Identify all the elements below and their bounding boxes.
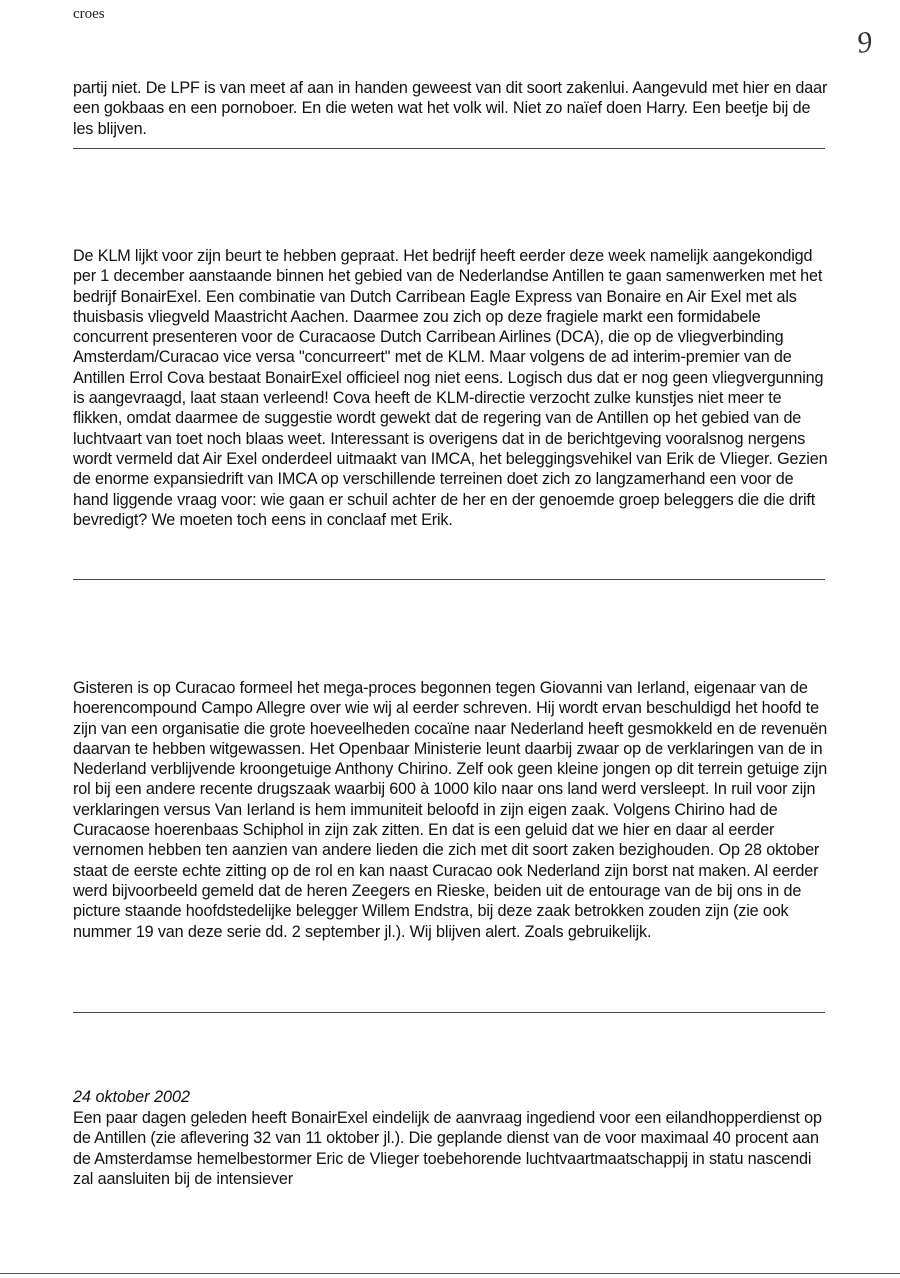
entry-date: 24 oktober 2002	[73, 1088, 191, 1106]
paragraph-proces: Gisteren is op Curacao formeel het mega-proces begonnen tegen Giovanni van Ierland, eigenaar van de hoerencompound Campo Allegre over wie wij al eerder schreven. Hij wordt ervan beschuldigd het hoofd te zijn van een organisatie die grote hoeveelheden cocaïne naar Nederland heeft gesmokkeld en de revenuën daarvan te hebben witgewassen. Het Openbaar Ministerie leunt daarbij zwaar op de verklaringen van de in Nederland verblijvende kroongetuige Anthony Chirino. Zelf ook geen kleine jongen op dit terrein getuige zijn rol bij een andere recente drugszaak waarbij 600 à 1000 kilo naar ons land werd versleept. In ruil voor zijn verklaringen versus Van Ierland is hem immuniteit beloofd in zijn eigen zaak. Volgens Chirino had de Curacaose hoerenbaas Schiphol in zijn zak zitten. En dat is een geluid dat we hier en daar al eerder vernomen hebben ten aanzien van andere lieden die zich met dit soort zaken bezighouden. Op 28 oktober staat de eerste echte zitting op de rol en kan naast Curacao ook Nederland zijn borst nat maken. Al eerder werd bijvoorbeeld gemeld dat de heren Zeegers en Rieske, beiden uit de entourage van de bij ons in de picture staande hoofdstedelijke belegger Willem Endstra, bij deze zaak betrokken zouden zijn (zie ook nummer 19 van deze serie dd. 2 september jl.). Wij blijven alert. Zoals gebruikelijk.	[73, 679, 828, 941]
section-divider	[73, 579, 825, 580]
page-bottom-edge	[0, 1273, 900, 1274]
handwritten-page-number: 9	[854, 25, 875, 60]
section-divider	[73, 1012, 825, 1013]
paragraph-klm: De KLM lijkt voor zijn beurt te hebben gepraat. Het bedrijf heeft eerder deze week namelijk aangekondigd per 1 december aanstaande binnen het gebied van de Nederlandse Antillen te gaan samenwerken met het bedrijf BonairExel. Een combinatie van Dutch Carribean Eagle Express van Bonaire en Air Exel met als thuisbasis vliegveld Maastricht Aachen. Daarmee zou zich op deze fragiele markt een formidabele concurrent presenteren voor de Curacaose Dutch Carribean Airlines (DCA), die op de vliegverbinding Amsterdam/Curacao vice versa "concurreert" met de KLM. Maar volgens de ad interim-premier van de Antillen Errol Cova bestaat BonairExel officieel nog niet eens. Logisch dus dat er nog geen vliegvergunning is aangevraagd, laat staan verleend! Cova heeft de KLM-directie verzocht zulke kunstjes niet meer te flikken, omdat daarmee de suggestie wordt gewekt dat de regering van de Antillen op het gebied van de luchtvaart van toet noch blaas weet. Interessant is overigens dat in de berichtgeving vooralsnog nergens wordt vermeld dat Air Exel onderdeel uitmaakt van IMCA, het beleggingsvehikel van Erik de Vlieger. Gezien de enorme expansiedrift van IMCA op verschillende terreinen doet zich zo langzamerhand een voor de hand liggende vraag voor: wie gaan er schuil achter de her en der genoemde groep beleggers die die drift bevredigt? We moeten toch eens in conclaaf met Erik.	[73, 247, 828, 529]
paragraph-lpf: partij niet. De LPF is van meet af aan in handen geweest van dit soort zakenlui. Aangevuld met hier en daar een gokbaas en een pornoboer. En die weten wat het volk wil. Niet zo naïef doen Harry. Een beetje bij de les blijven.	[73, 79, 828, 138]
section-divider	[73, 148, 825, 149]
header-word: croes	[73, 6, 105, 22]
paragraph-bonairexel: Een paar dagen geleden heeft BonairExel eindelijk de aanvraag ingediend voor een eilandhopperdienst op de Antillen (zie aflevering 32 van 11 oktober jl.). Die geplande dienst van de voor maximaal 40 procent aan de Amsterdamse hemelbestormer Eric de Vlieger toebehorende luchtvaartmaatschappij in statu nascendi zal aansluiten bij de intensiever	[73, 1109, 822, 1188]
